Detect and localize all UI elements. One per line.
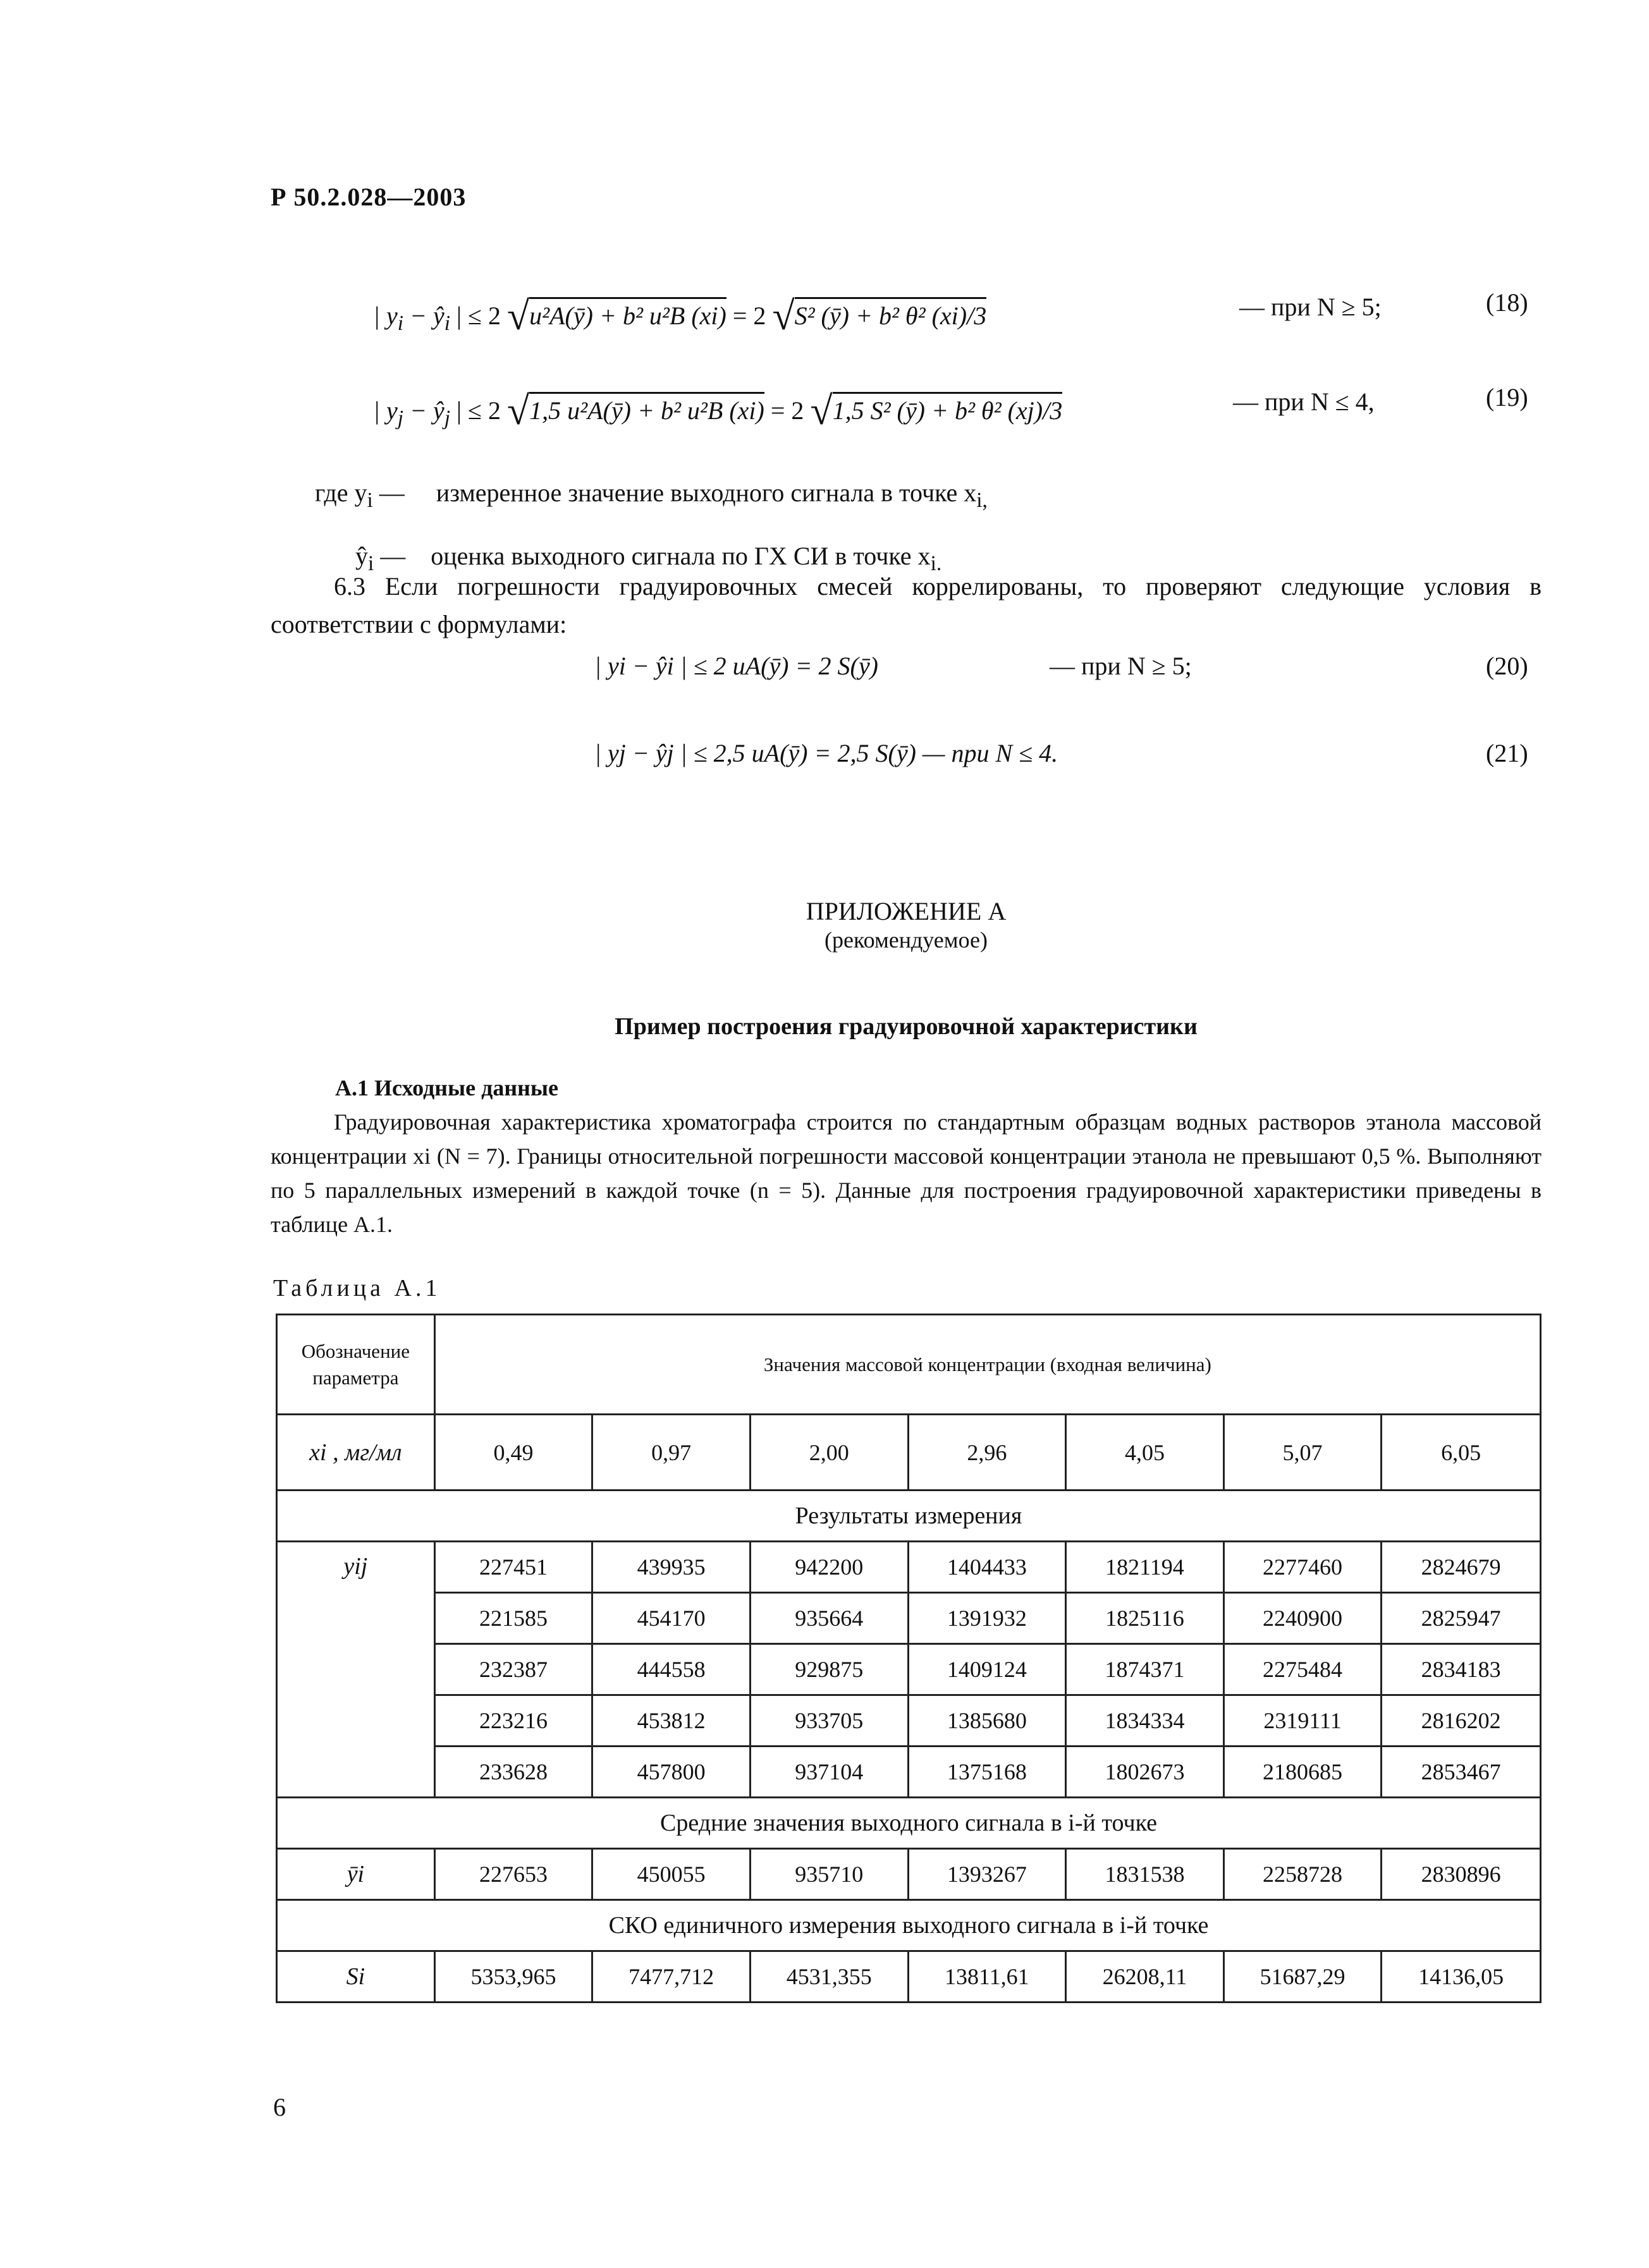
sko-value: 5353,965: [434, 1951, 592, 2003]
y-cell: 937104: [750, 1747, 908, 1798]
y-cell: 1404433: [908, 1542, 1066, 1593]
y-cell: 1874371: [1066, 1644, 1224, 1695]
sko-value: 51687,29: [1223, 1951, 1382, 2003]
sko-header: СКО единичного измерения выходного сигнала в i-й точке: [277, 1900, 1541, 1951]
mean-label: ȳi: [277, 1849, 435, 1900]
y-cell: 1391932: [908, 1593, 1066, 1644]
x-value: 4,05: [1066, 1415, 1224, 1491]
table-caption: Таблица А.1: [273, 1275, 441, 1302]
formula-20: | yi − ŷi | ≤ 2 uA(ȳ) = 2 S(ȳ): [594, 652, 878, 680]
y-cell: 233628: [434, 1747, 592, 1798]
y-cell: 1409124: [908, 1644, 1066, 1695]
y-row: [277, 1644, 1541, 1695]
a1-text: Градуировочная характеристика хроматографа строится по стандартным образцам водных растворов этанола массовой концентрации xi (N = 7). Границы относительной погрешности массовой концентрации этанола не превышают 0,5 %. Выполняют по 5 параллельных измерений в каждой точке (n = 5). Данные для построения градуировочной характеристики приведены в таблице А.1.: [271, 1109, 1542, 1237]
y-cell: 942200: [750, 1542, 908, 1593]
appendix-heading: Пример построения градуировочной характеристики: [615, 1013, 1198, 1040]
x-value: 2,00: [750, 1415, 908, 1491]
y-cell: 2824679: [1382, 1542, 1541, 1593]
where-line-2: $ŷ_i$ — оценка выходного сигнала по ГХ СИ в точке $x_{i.}$: [355, 542, 942, 575]
y-cell: 2277460: [1223, 1542, 1382, 1593]
y-cell: 232387: [434, 1644, 592, 1695]
y-cell: 454170: [592, 1593, 751, 1644]
sko-value: 4531,355: [750, 1951, 908, 2003]
y-cell: 2825947: [1382, 1593, 1541, 1644]
formula-18: | $y_i$ − $ŷ_i$ | ≤ 2 √u²A(ȳ) + b² u²B (xi) = 2 √S² (ȳ) + b² θ² (xi)/3: [373, 293, 987, 338]
sko-row: [277, 1951, 1541, 2003]
y-row: [277, 1542, 1541, 1593]
x-value: 6,05: [1382, 1415, 1541, 1491]
y-cell: 933705: [750, 1695, 908, 1747]
formula-19-number: (19): [1486, 383, 1528, 412]
mean-value: 1831538: [1066, 1849, 1224, 1900]
y-row: [277, 1747, 1541, 1798]
y-cell: 1375168: [908, 1747, 1066, 1798]
x-value: 0,49: [434, 1415, 592, 1491]
appendix-subtitle: (рекомендуемое): [824, 927, 988, 953]
appendix-title: ПРИЛОЖЕНИЕ А: [806, 897, 1007, 925]
y-cell: 935664: [750, 1593, 908, 1644]
formula-18-number: (18): [1486, 288, 1528, 317]
where-line-1: где $y_i$ — измеренное значение выходного сигнала в точке $x_{i,}$: [315, 479, 988, 512]
y-cell: 1825116: [1066, 1593, 1224, 1644]
mean-value: 1393267: [908, 1849, 1066, 1900]
y-row: [277, 1695, 1541, 1747]
document-code: Р 50.2.028—2003: [271, 183, 467, 211]
mean-value: 450055: [592, 1849, 751, 1900]
sko-value: 13811,61: [908, 1951, 1066, 2003]
y-cell: 457800: [592, 1747, 751, 1798]
sko-value: 14136,05: [1382, 1951, 1541, 2003]
formula-20-number: (20): [1486, 652, 1528, 680]
y-cell: 221585: [434, 1593, 592, 1644]
y-cell: 2834183: [1382, 1644, 1541, 1695]
y-cell: 1802673: [1066, 1747, 1224, 1798]
section-6-3: 6.3 Если погрешности градуировочных смесей коррелированы, то проверяют следующие условия в соответствии с формулами:: [271, 572, 1542, 638]
sko-label: Si: [277, 1951, 435, 2003]
formula-20-condition: — при N ≥ 5;: [1050, 652, 1192, 680]
x-row: [277, 1415, 1541, 1491]
y-cell: 223216: [434, 1695, 592, 1747]
y-cell: 2853467: [1382, 1747, 1541, 1798]
y-cell: 1834334: [1066, 1695, 1224, 1747]
sko-value: 26208,11: [1066, 1951, 1224, 2003]
y-row: [277, 1593, 1541, 1644]
y-cell: 1821194: [1066, 1542, 1224, 1593]
formula-21: | yj − ŷj | ≤ 2,5 uA(ȳ) = 2,5 S(ȳ) — при N ≤ 4.: [594, 739, 1058, 767]
mean-row: [277, 1849, 1541, 1900]
y-cell: 227451: [434, 1542, 592, 1593]
mean-header: Средние значения выходного сигнала в i-й точке: [277, 1798, 1541, 1849]
results-header: Результаты измерения: [277, 1491, 1541, 1542]
table-a1: [276, 1314, 1542, 2003]
y-cell: 453812: [592, 1695, 751, 1747]
y-cell: 1385680: [908, 1695, 1066, 1747]
x-value: 5,07: [1223, 1415, 1382, 1491]
y-label: yij: [277, 1542, 435, 1798]
y-cell: 2816202: [1382, 1695, 1541, 1747]
y-cell: 2240900: [1223, 1593, 1382, 1644]
y-cell: 439935: [592, 1542, 751, 1593]
param-header: Обозначение параметра: [277, 1315, 435, 1415]
a1-title: А.1 Исходные данные: [335, 1075, 558, 1100]
mean-value: 2258728: [1223, 1849, 1382, 1900]
y-cell: 929875: [750, 1644, 908, 1695]
x-value: 2,96: [908, 1415, 1066, 1491]
value-header: Значения массовой концентрации (входная величина): [434, 1315, 1540, 1415]
formula-21-number: (21): [1486, 739, 1528, 767]
x-label: xi , мг/мл: [277, 1415, 435, 1491]
formula-19-condition: — при N ≤ 4,: [1233, 387, 1375, 416]
x-value: 0,97: [592, 1415, 751, 1491]
sko-value: 7477,712: [592, 1951, 751, 2003]
y-cell: 2180685: [1223, 1747, 1382, 1798]
mean-value: 2830896: [1382, 1849, 1541, 1900]
mean-value: 227653: [434, 1849, 592, 1900]
y-cell: 2275484: [1223, 1644, 1382, 1695]
formula-19: | $y_j$ − $ŷ_j$ | ≤ 2 √1,5 u²A(ȳ) + b² u²B (xi) = 2 √1,5 S² (ȳ) + b² θ² (xj)/3: [373, 388, 1063, 433]
y-cell: 444558: [592, 1644, 751, 1695]
page-number: 6: [273, 2093, 286, 2121]
y-cell: 2319111: [1223, 1695, 1382, 1747]
mean-value: 935710: [750, 1849, 908, 1900]
formula-18-condition: — при N ≥ 5;: [1239, 293, 1382, 321]
